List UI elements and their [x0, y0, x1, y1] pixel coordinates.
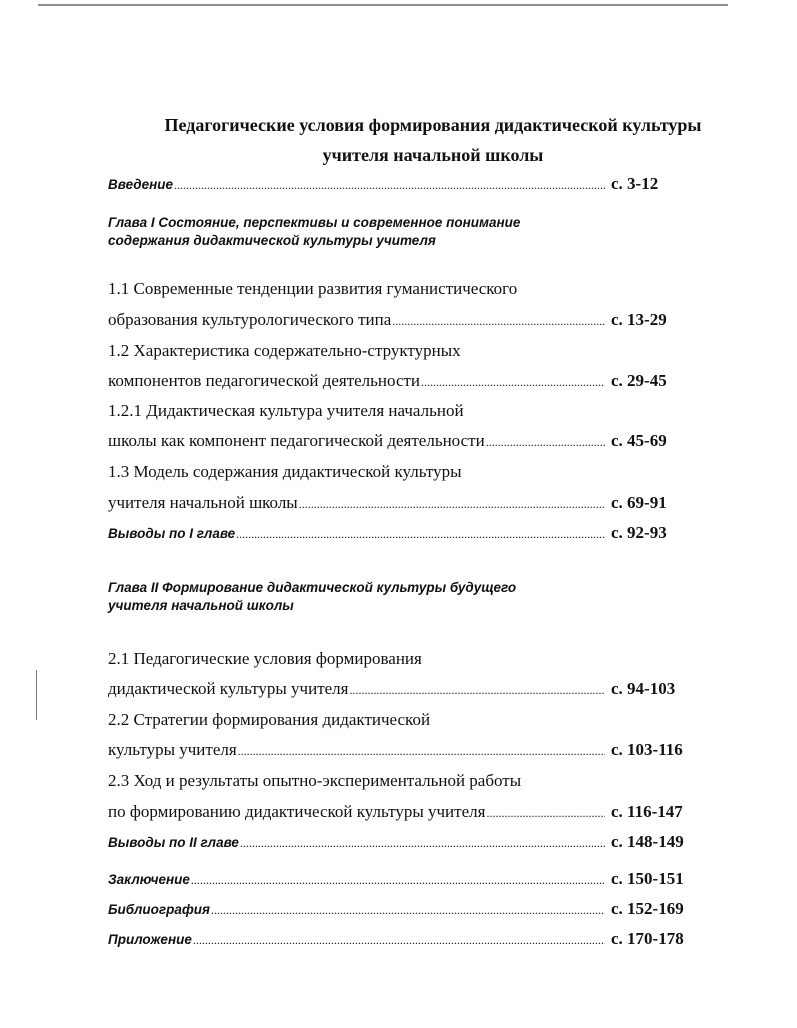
- toc-entry-conclusion: [108, 869, 693, 889]
- toc-page: с. 170-178: [611, 929, 684, 948]
- toc-entry-chapter-2-conclusions: [108, 832, 693, 852]
- toc-label: Библиография: [108, 902, 210, 917]
- toc-page: с. 116-147: [611, 802, 683, 821]
- toc-entry-2-2: [108, 740, 693, 760]
- toc-label: Введение: [108, 177, 174, 192]
- toc-label: образования культурологического типа: [108, 310, 392, 329]
- toc-page: с. 69-91: [611, 493, 667, 512]
- toc-entry-chapter-1-conclusions: [108, 523, 693, 543]
- dot-leader: [349, 683, 605, 698]
- toc-entry-title: 2.1 Педагогические условия формирования: [108, 649, 422, 668]
- document-title-line-1: Педагогические условия формирования дидактической культуры: [164, 115, 702, 135]
- chapter-2-heading: [108, 579, 668, 615]
- toc-page: с. 152-169: [611, 899, 684, 918]
- toc-label: школы как компонент педагогической деятельности: [108, 431, 485, 450]
- chapter-1-heading: [108, 214, 668, 250]
- toc-label: учителя начальной школы: [108, 493, 298, 512]
- toc-entry-2-3: [108, 802, 693, 822]
- toc-page: с. 92-93: [611, 523, 667, 542]
- toc-entry-appendix: [108, 929, 693, 949]
- toc-page: с. 103-116: [611, 740, 683, 759]
- toc-entry-title: 1.2.1 Дидактическая культура учителя начальной: [108, 401, 464, 420]
- dot-leader: [486, 806, 605, 821]
- chapter-heading-line: учителя начальной школы: [108, 598, 294, 613]
- dot-leader: [191, 873, 605, 888]
- dot-leader: [299, 497, 605, 512]
- dot-leader: [240, 836, 605, 851]
- toc-entry-introduction: [108, 174, 693, 194]
- toc-entry-2-1: [108, 679, 693, 699]
- dot-leader: [174, 178, 605, 193]
- toc-label: Приложение: [108, 932, 192, 947]
- document-title-line-2: учителя начальной школы: [322, 145, 544, 165]
- toc-entry-1-2-1: [108, 431, 693, 451]
- toc-page: с. 13-29: [611, 310, 667, 329]
- toc-label: дидактической культуры учителя: [108, 679, 349, 698]
- chapter-heading-line: Глава I Состояние, перспективы и современное понимание: [108, 215, 521, 230]
- toc-label: Заключение: [108, 872, 190, 887]
- toc-entry-title: 1.2 Характеристика содержательно-структурных: [108, 341, 461, 360]
- chapter-heading-line: содержания дидактической культуры учителя: [108, 233, 436, 248]
- scan-edge-line: [38, 4, 728, 6]
- toc-label: культуры учителя: [108, 740, 237, 759]
- toc-entry-title: 1.1 Современные тенденции развития гуманистического: [108, 279, 518, 298]
- toc-page: с. 29-45: [611, 371, 667, 390]
- dot-leader: [421, 375, 605, 390]
- toc-entry-1-2: [108, 371, 693, 391]
- toc-entry-title: 2.2 Стратегии формирования дидактической: [108, 710, 431, 729]
- toc-page: с. 45-69: [611, 431, 667, 450]
- toc-entry-1-1: [108, 310, 693, 330]
- toc-page: с. 94-103: [611, 679, 676, 698]
- toc-label: компонентов педагогической деятельности: [108, 371, 421, 390]
- toc-entry-1-3: [108, 493, 693, 513]
- dot-leader: [193, 933, 605, 948]
- dot-leader: [236, 527, 605, 542]
- toc-page: с. 148-149: [611, 832, 684, 851]
- toc-entry-title: 1.3 Модель содержания дидактической культуры: [108, 462, 462, 481]
- scan-margin-mark: [36, 670, 37, 720]
- toc-page: с. 3-12: [611, 174, 659, 193]
- toc-label: Выводы по II главе: [108, 835, 239, 850]
- toc-entry-title: 2.3 Ход и результаты опытно-экспериментальной работы: [108, 771, 522, 790]
- dot-leader: [392, 314, 605, 329]
- toc-label: Выводы по I главе: [108, 526, 236, 541]
- toc-entry-bibliography: [108, 899, 693, 919]
- dot-leader: [486, 435, 605, 450]
- chapter-heading-line: Глава II Формирование дидактической культуры будущего: [108, 580, 517, 595]
- dot-leader: [238, 744, 605, 759]
- toc-label: по формированию дидактической культуры учителя: [108, 802, 486, 821]
- dot-leader: [211, 903, 605, 918]
- toc-page: с. 150-151: [611, 869, 684, 888]
